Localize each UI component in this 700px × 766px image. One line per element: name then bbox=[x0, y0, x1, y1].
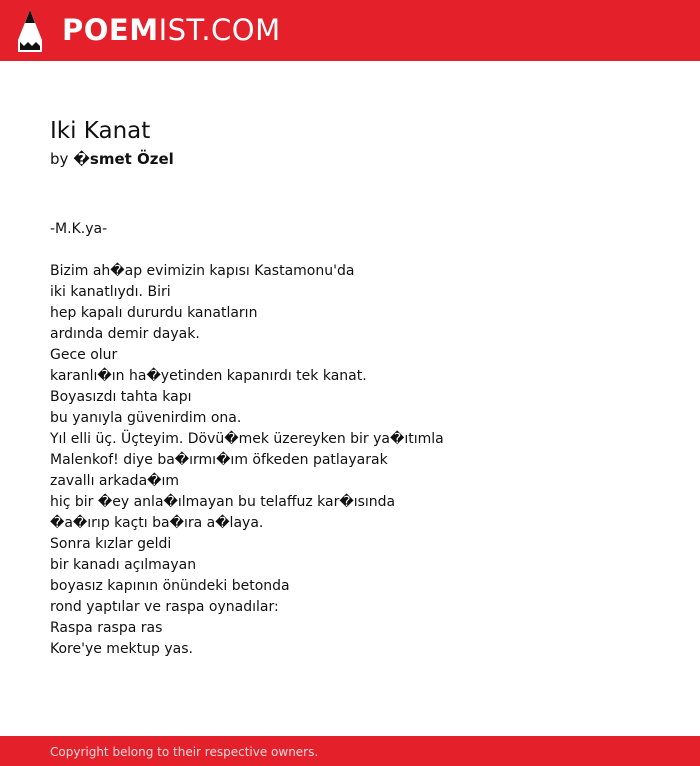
poem-line bbox=[50, 240, 670, 261]
poem-line: Malenkof! diye ba�ırmı�ım öfkeden patlayarak bbox=[50, 452, 388, 468]
poem-line: bir kanadı açılmayan bbox=[50, 557, 197, 573]
poem-line: iki kanatlıydı. Biri bbox=[50, 284, 171, 300]
poem-line: Bizim ah�ap evimizin kapısı Kastamonu'da bbox=[50, 263, 355, 279]
poem-title: Iki Kanat bbox=[50, 118, 151, 144]
poem-line: �a�ırıp kaçtı ba�ıra a�laya. bbox=[50, 515, 264, 531]
poem-line: hep kapalı dururdu kanatların bbox=[50, 305, 258, 321]
poem-line: Kore'ye mektup yas. bbox=[50, 641, 193, 657]
poem-line: hiç bir �ey anla�ılmayan bu telaffuz kar�ısında bbox=[50, 494, 396, 510]
site-header bbox=[0, 0, 700, 61]
poem-line: Gece olur bbox=[50, 347, 118, 363]
copyright-text: Copyright belong to their respective owners. bbox=[50, 745, 319, 759]
poem-line: rond yaptılar ve raspa oynadılar: bbox=[50, 599, 279, 615]
brand-light: IST.COM bbox=[158, 13, 281, 47]
site-footer bbox=[0, 736, 700, 766]
by-label: by bbox=[50, 150, 69, 168]
author-link[interactable]: �smet Özel bbox=[73, 150, 174, 168]
site-logo[interactable] bbox=[62, 12, 281, 48]
poem-line: Yıl elli üç. Üçteyim. Dövü�mek üzereyken bir ya�ıtımla bbox=[50, 431, 444, 447]
brand-bold: POEM bbox=[62, 13, 159, 47]
poem-body bbox=[50, 219, 670, 660]
byline bbox=[50, 149, 174, 169]
poem-line: zavallı arkada�ım bbox=[50, 473, 180, 489]
poem-line: karanlı�ın ha�yetinden kapanırdı tek kanat. bbox=[50, 368, 367, 384]
poem-line: Sonra kızlar geldi bbox=[50, 536, 172, 552]
poem-line: ardında demir dayak. bbox=[50, 326, 200, 342]
poem-line: Raspa raspa ras bbox=[50, 620, 163, 636]
poem-line: Boyasızdı tahta kapı bbox=[50, 389, 192, 405]
poem-line: boyasız kapının önündeki betonda bbox=[50, 578, 290, 594]
poem-line: bu yanıyla güvenirdim ona. bbox=[50, 410, 242, 426]
pencil-tip-icon[interactable] bbox=[18, 10, 42, 52]
poem-line: -M.K.ya- bbox=[50, 221, 108, 237]
